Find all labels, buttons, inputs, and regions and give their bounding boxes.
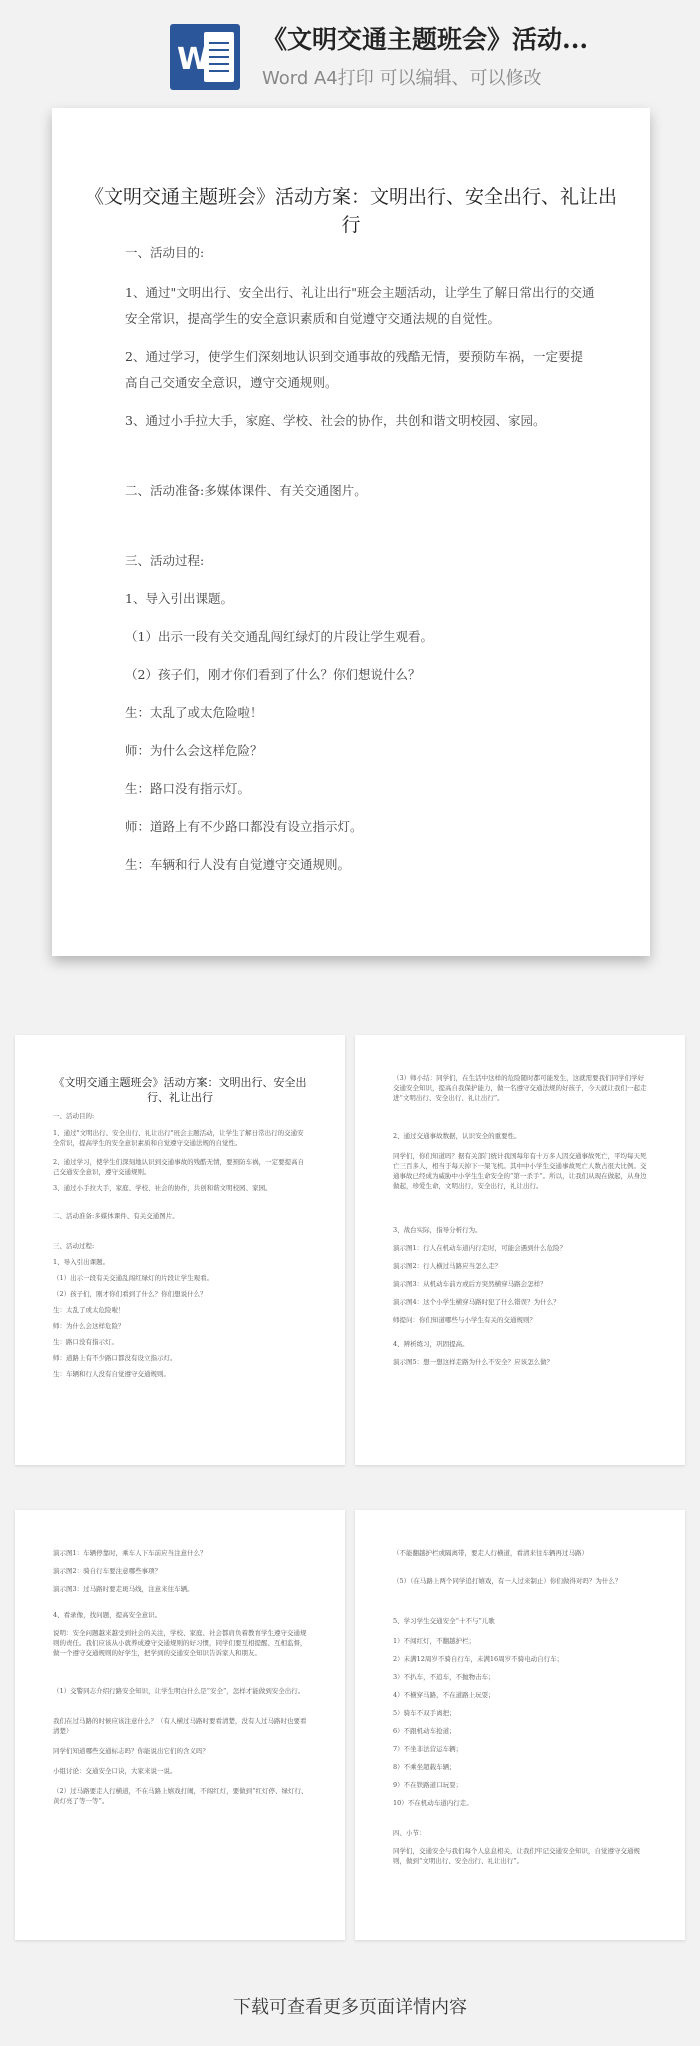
paragraph: 1、导入引出课题。 [125,591,233,606]
paragraph: 3、通过小手拉大手，家庭、学校、社会的协作，共创和谐文明校园、家园。 [125,413,546,428]
paragraph: 生：车辆和行人没有自觉遵守交通规则。 [125,857,351,872]
section-heading: 三、活动过程: [125,553,205,568]
thumbnail-line: 4、辨析练习，巩固提高。 [393,1340,469,1348]
thumbnail-line: 9）不在铁路道口玩耍； [393,1781,463,1789]
main-page-preview [52,108,650,956]
thumbnail-line: 生：车辆和行人没有自觉遵守交通规则。 [53,1370,170,1378]
word-document-icon [170,24,240,90]
thumbnail-line: 5）骑车不双手离把； [393,1709,456,1717]
word-icon-letter: W [177,42,211,77]
thumbnail-line: （2）孩子们，刚才你们看到了什么？你们想说什么？ [53,1290,207,1298]
thumbnail-line: 2、通过交通事故数据，认识安全的重要性。 [393,1132,521,1140]
main-page-title: 《文明交通主题班会》活动方案：文明出行、安全出行、礼让出行 [84,186,617,236]
thumbnail-line: 演示图3：从机动车前方或后方突然横穿马路会怎样？ [393,1280,547,1288]
thumbnail-line: 4）不横穿马路，不在道路上玩耍； [393,1691,495,1699]
paragraph: （1）出示一段有关交通乱闯红绿灯的片段让学生观看。 [125,629,433,644]
thumbnail-line: 演示图4：这个小学生横穿马路时犯了什么错误？为什么？ [393,1298,560,1306]
thumbnail-line: 说明：安全问题越来越受到社会的关注，学校、家庭、社会都肩负着教育学生遵守交通规则的责任。我们应该从小就养成遵守交通规则的好习惯，同学们要互相提醒、互相监督，做一个遵守交通规则的好学生，把学到的交通安全知识告诉家人和朋友。 [53,1629,307,1657]
thumbnail-line: 同学们知道哪些交通标志吗？你能说出它们的含义吗？ [53,1747,209,1755]
thumbnail-line: 3、战台实际，指导分析行为。 [393,1226,482,1234]
thumbnail-line: 2、通过学习，使学生们深刻地认识到交通事故的残酷无情，要预防车祸，一定要提高自己交通安全意识，遵守交通规则。 [53,1158,305,1176]
thumbnail-line: 1、通过"文明出行、安全出行、礼让出行"班会主题活动，让学生了解日常出行的交通安全常识，提高学生的安全意识素质和自觉遵守交通法规的自觉性。 [53,1129,304,1147]
paragraph: 1、通过"文明出行、安全出行、礼让出行"班会主题活动，让学生了解日常出行的交通安全常识，提高学生的安全意识素质和自觉遵守交通法规的自觉性。 [125,285,595,326]
thumbnail-line: 生：路口没有指示灯。 [53,1338,118,1346]
section-heading: 一、活动目的: [125,245,205,260]
thumbnail-line: 三、活动过程: [53,1242,95,1250]
thumbnail-line: 同学们，你们知道吗？据有关部门统计我国每年有十万多人因交通事故死亡，平均每天死亡三百多人，相当于每天掉下一架飞机。其中中小学生交通事故死亡人数占很大比例。交通事故已经成为威胁中小学生生命安全的“第一杀手”。所以，让我们从现在做起，从身边做起，珍爱生命，文明出行，安全出行，礼让出行。 [393,1152,647,1190]
download-more-link[interactable]: 下载可查看更多页面详情内容 [233,1997,467,2018]
thumbnail-line: 2）未满12周岁不骑自行车，未满16周岁不骑电动自行车； [393,1655,564,1663]
section-heading: 二、活动准备:多媒体课件、有关交通图片。 [125,483,367,498]
page-thumbnail-1[interactable] [15,1035,345,1465]
thumbnail-line: 4、看录像，找问题，提高安全意识。 [53,1611,162,1619]
document-title: 《文明交通主题班会》活动... [262,25,589,54]
thumbnail-line: 一、活动目的: [53,1112,95,1120]
paragraph: （2）孩子们，刚才你们看到了什么？你们想说什么？ [125,667,421,682]
thumbnail-line: （2）过马路要走人行横道，不在马路上嬉戏打闹，不闯红灯，要做到“红灯停、绿灯行、黄灯亮了等一等”。 [53,1787,308,1805]
thumbnail-line: 师提问：你们知道哪些与小学生有关的交通规则？ [393,1316,536,1324]
thumbnail-line: 1、导入引出课题。 [53,1258,110,1266]
thumbnail-line: 师：道路上有不少路口都没有设立指示灯。 [53,1354,177,1362]
thumbnail-line: 演示图3：过马路时要走斑马线，注意来往车辆。 [53,1585,194,1593]
thumbnail-line: 10）不在机动车道内行走。 [393,1799,473,1807]
thumbnail-line: 演示图5：想一想这样走路为什么不安全？应该怎么做？ [393,1358,554,1366]
thumbnail-line: 8）不乘坐超载车辆； [393,1763,456,1771]
thumbnail-line: 生：太乱了或太危险啦！ [53,1306,125,1314]
thumbnail-line: （1）出示一段有关交通乱闯红绿灯的片段让学生观看。 [53,1274,214,1282]
thumbnail-line: 3、通过小手拉大手，家庭、学校、社会的协作，共创和谐文明校园、家园。 [53,1184,272,1192]
thumbnail-line: 演示图1：行人在机动车道内行走时，可能会遇到什么危险？ [393,1244,567,1252]
header [0,0,700,100]
thumbnail-line: 演示图2：行人横过马路应当怎么走？ [393,1262,502,1270]
thumbnail-line: 3）不扒车，不追车，不抛物击车； [393,1673,495,1681]
thumbnail-line: 1）不闯红灯，不翻越护栏； [393,1637,476,1645]
document-subtitle: Word A4打印 可以编辑、可以修改 [262,68,542,89]
thumbnail-line: 演示图2：骑自行车要注意哪些事项？ [53,1567,162,1575]
thumbnail-line: 5、学习学生交通安全“十不与”儿歌 [393,1617,495,1625]
thumbnail-line: 师：为什么会这样危险？ [53,1322,125,1330]
thumbnail-line: 四、小节： [393,1829,426,1837]
thumbnail-line: 6）不跟机动车抢道； [393,1727,456,1735]
page-thumbnail-2[interactable] [355,1035,685,1465]
thumbnail-title: 《文明交通主题班会》活动方案：文明出行、安全出行、礼让出行 [53,1076,307,1104]
thumbnail-line: 演示图1：车辆停靠时，乘车人下车前应当注意什么？ [53,1549,207,1557]
thumbnail-line: （3）师小结：同学们，在生活中这样的危险随时都可能发生，这就需要我们同学们学好交通安全知识，提高自我保护能力，做一名遵守交通法规的好孩子，今天就让我们一起走进“文明出行、安全出行、礼让出行”。 [393,1074,647,1102]
thumbnail-line: 7）不坐非法营运车辆； [393,1745,463,1753]
paragraph: 师：为什么会这样危险？ [125,743,263,758]
thumbnail-line: 小组讨论：交通安全口诀，大家来说一说。 [53,1767,177,1775]
thumbnail-line: 我们在过马路的时候应该注意什么？（有人横过马路时要看清楚，没有人过马路时也要看清楚） [53,1717,307,1735]
thumbnail-line: （不能翻越护栏或隔离带，要走人行横道，看清来往车辆再过马路） [393,1549,588,1557]
paragraph: 生：太乱了或太危险啦！ [125,705,263,720]
page-thumbnail-4[interactable] [355,1510,685,1940]
paragraph: 生：路口没有指示灯。 [125,781,251,796]
thumbnail-line: 同学们，交通安全与我们每个人息息相关，让我们牢记交通安全知识，自觉遵守交通规则，做到“文明出行、安全出行、礼让出行”。 [393,1847,640,1865]
page-thumbnail-3[interactable] [15,1510,345,1940]
paragraph: 2、通过学习，使学生们深刻地认识到交通事故的残酷无情，要预防车祸，一定要提高自己交通安全意识，遵守交通规则。 [125,349,583,390]
thumbnail-line: （1）交警同志介绍行路安全知识，让学生明白什么是“安全”，怎样才能做到安全出行。 [53,1687,305,1695]
thumbnail-line: 二、活动准备:多媒体课件、有关交通图片。 [53,1212,179,1220]
paragraph: 师：道路上有不少路口都没有设立指示灯。 [125,819,363,834]
thumbnail-line: （5）（在马路上两个同学追打嬉戏，有一人过来制止）你们做得对吗？为什么？ [393,1577,622,1585]
